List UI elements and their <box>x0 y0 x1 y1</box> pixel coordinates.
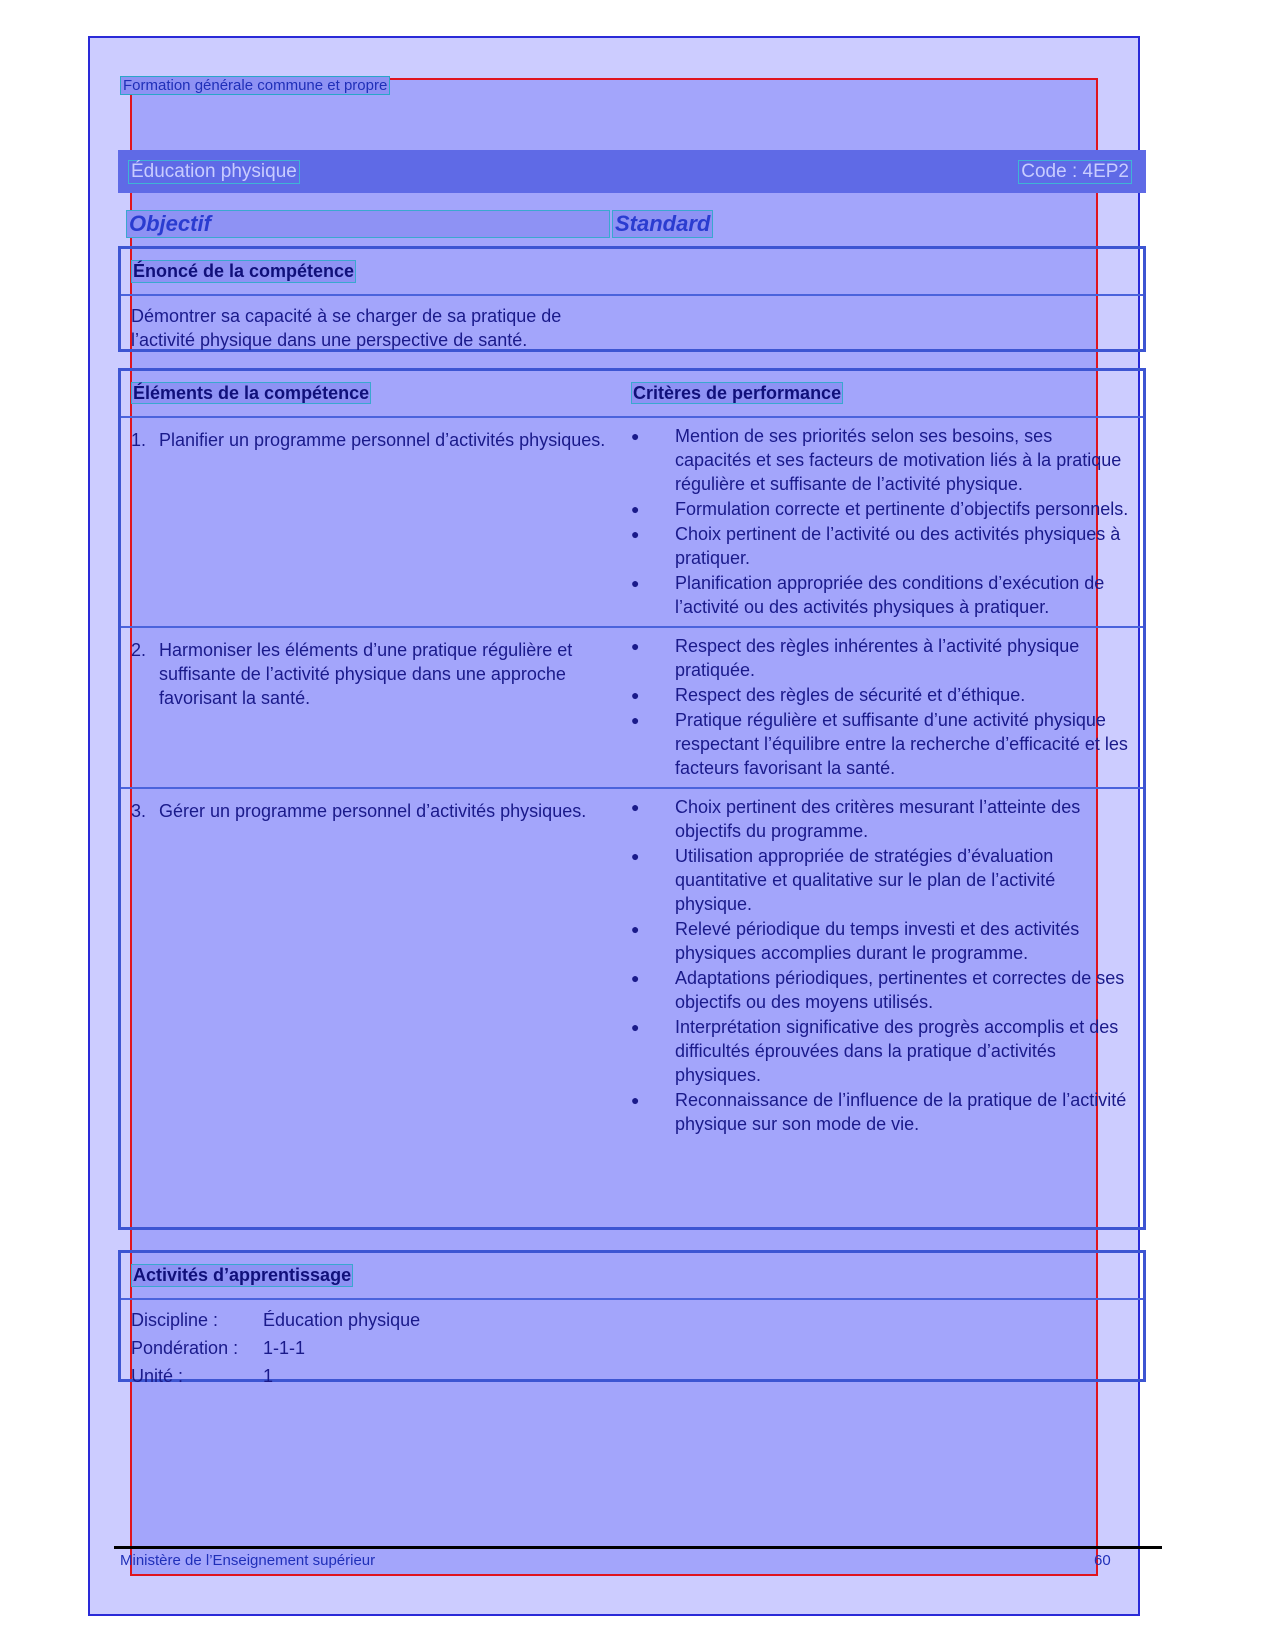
activites-details <box>121 1300 1143 1396</box>
bullet-icon: ● <box>631 501 640 517</box>
ponderation-value: 1-1-1 <box>263 1338 306 1358</box>
bullet-icon: ● <box>631 428 640 444</box>
element-number: 2. <box>131 640 147 660</box>
criteria-cell <box>631 418 1143 626</box>
element-text: Planifier un programme personnel d’activités physiques. <box>159 430 606 450</box>
criterion-item <box>631 634 1133 682</box>
criterion-item <box>631 966 1133 1014</box>
enonce-heading: Énoncé de la compétence <box>121 249 1143 296</box>
element-cell <box>121 628 631 787</box>
criterion-text: Respect des règles de sécurité et d’éthique. <box>675 685 1026 705</box>
element-text: Gérer un programme personnel d’activités physiques. <box>159 801 587 821</box>
criteria-list <box>631 634 1133 780</box>
element-row <box>121 628 1143 789</box>
unite-line <box>131 1362 1133 1390</box>
bullet-icon: ● <box>631 970 640 986</box>
criterion-item <box>631 844 1133 916</box>
ponderation-line <box>131 1334 1133 1362</box>
criterion-item <box>631 497 1133 521</box>
bullet-icon: ● <box>631 921 640 937</box>
bullet-icon: ● <box>631 1092 640 1108</box>
footer-ministry: Ministère de l’Enseignement supérieur <box>120 1552 376 1569</box>
bullet-icon: ● <box>631 526 640 542</box>
element-cell <box>121 418 631 626</box>
criteria-heading: Critères de performance <box>633 383 842 403</box>
element-row <box>121 418 1143 628</box>
criterion-item <box>631 795 1133 843</box>
criterion-text: Utilisation appropriée de stratégies d’évaluation quantitative et qualitative sur le plan de l’activité physique. <box>675 846 1056 914</box>
criterion-item <box>631 1088 1133 1136</box>
bullet-icon: ● <box>631 687 640 703</box>
criterion-item <box>631 571 1133 619</box>
bullet-icon: ● <box>631 1019 640 1035</box>
elements-heading: Éléments de la compétence <box>133 383 370 403</box>
standard-label: Standard <box>612 210 713 238</box>
elements-box <box>118 368 1146 1230</box>
course-code: Code : 4EP2 <box>1018 160 1132 184</box>
activites-heading: Activités d’apprentissage <box>121 1253 1143 1300</box>
criterion-text: Formulation correcte et pertinente d’objectifs personnels. <box>675 499 1129 519</box>
criteria-list <box>631 424 1133 619</box>
enonce-box <box>118 246 1146 352</box>
criterion-item <box>631 424 1133 496</box>
criteria-list <box>631 795 1133 1136</box>
unite-label: Unité : <box>131 1366 184 1386</box>
enonce-text: Démontrer sa capacité à se charger de sa pratique de l’activité physique dans une perspective de santé. <box>131 306 562 350</box>
elements-header <box>121 371 1143 418</box>
criterion-item <box>631 1015 1133 1087</box>
objectif-label: Objectif <box>126 210 610 238</box>
page-number: 60 <box>1094 1552 1111 1569</box>
criterion-text: Mention de ses priorités selon ses besoins, ses capacités et ses facteurs de motivation liés à la pratique régulière et suffisante de l’activité physique. <box>675 426 1122 494</box>
elements-rows <box>121 418 1143 1143</box>
criteria-cell <box>631 628 1143 787</box>
discipline-line <box>131 1306 1133 1334</box>
footer-rule <box>114 1546 1162 1549</box>
criterion-item <box>631 522 1133 570</box>
criterion-text: Reconnaissance de l’influence de la pratique de l’activité physique sur son mode de vie. <box>675 1090 1127 1134</box>
criterion-text: Adaptations périodiques, pertinentes et correctes de ses objectifs ou des moyens utilisés. <box>675 968 1125 1012</box>
activites-box <box>118 1250 1146 1386</box>
unite-value: 1 <box>263 1366 274 1386</box>
criterion-item <box>631 683 1133 707</box>
criterion-text: Respect des règles inhérentes à l’activité physique pratiquée. <box>675 636 1080 680</box>
element-text: Harmoniser les éléments d’une pratique régulière et suffisante de l’activité physique dans une approche favorisant la santé. <box>159 640 573 708</box>
element-number: 1. <box>131 430 147 450</box>
running-header: Formation générale commune et propre <box>120 76 390 95</box>
criterion-item <box>631 917 1133 965</box>
ponderation-label: Pondération : <box>131 1338 239 1358</box>
criterion-item <box>631 708 1133 780</box>
bullet-icon: ● <box>631 638 640 654</box>
element-cell <box>121 789 631 1143</box>
bullet-icon: ● <box>631 848 640 864</box>
criterion-text: Pratique régulière et suffisante d’une activité physique respectant l’équilibre entre la recherche d’efficacité et les facteurs favorisant la santé. <box>675 710 1128 778</box>
course-banner <box>118 150 1146 193</box>
criterion-text: Choix pertinent des critères mesurant l’atteinte des objectifs du programme. <box>675 797 1081 841</box>
criterion-text: Interprétation significative des progrès accomplis et des difficultés éprouvées dans la pratique d’activités physiques. <box>675 1017 1119 1085</box>
course-title: Éducation physique <box>128 160 300 184</box>
criterion-text: Choix pertinent de l’activité ou des activités physiques à pratiquer. <box>675 524 1121 568</box>
element-row <box>121 789 1143 1143</box>
discipline-value: Éducation physique <box>263 1310 421 1330</box>
discipline-label: Discipline : <box>131 1310 219 1330</box>
bullet-icon: ● <box>631 799 640 815</box>
bullet-icon: ● <box>631 712 640 728</box>
bullet-icon: ● <box>631 575 640 591</box>
criterion-text: Relevé périodique du temps investi et des activités physiques accomplies durant le programme. <box>675 919 1080 963</box>
element-number: 3. <box>131 801 147 821</box>
criteria-cell <box>631 789 1143 1143</box>
criterion-text: Planification appropriée des conditions d’exécution de l’activité ou des activités physiques à pratiquer. <box>675 573 1105 617</box>
